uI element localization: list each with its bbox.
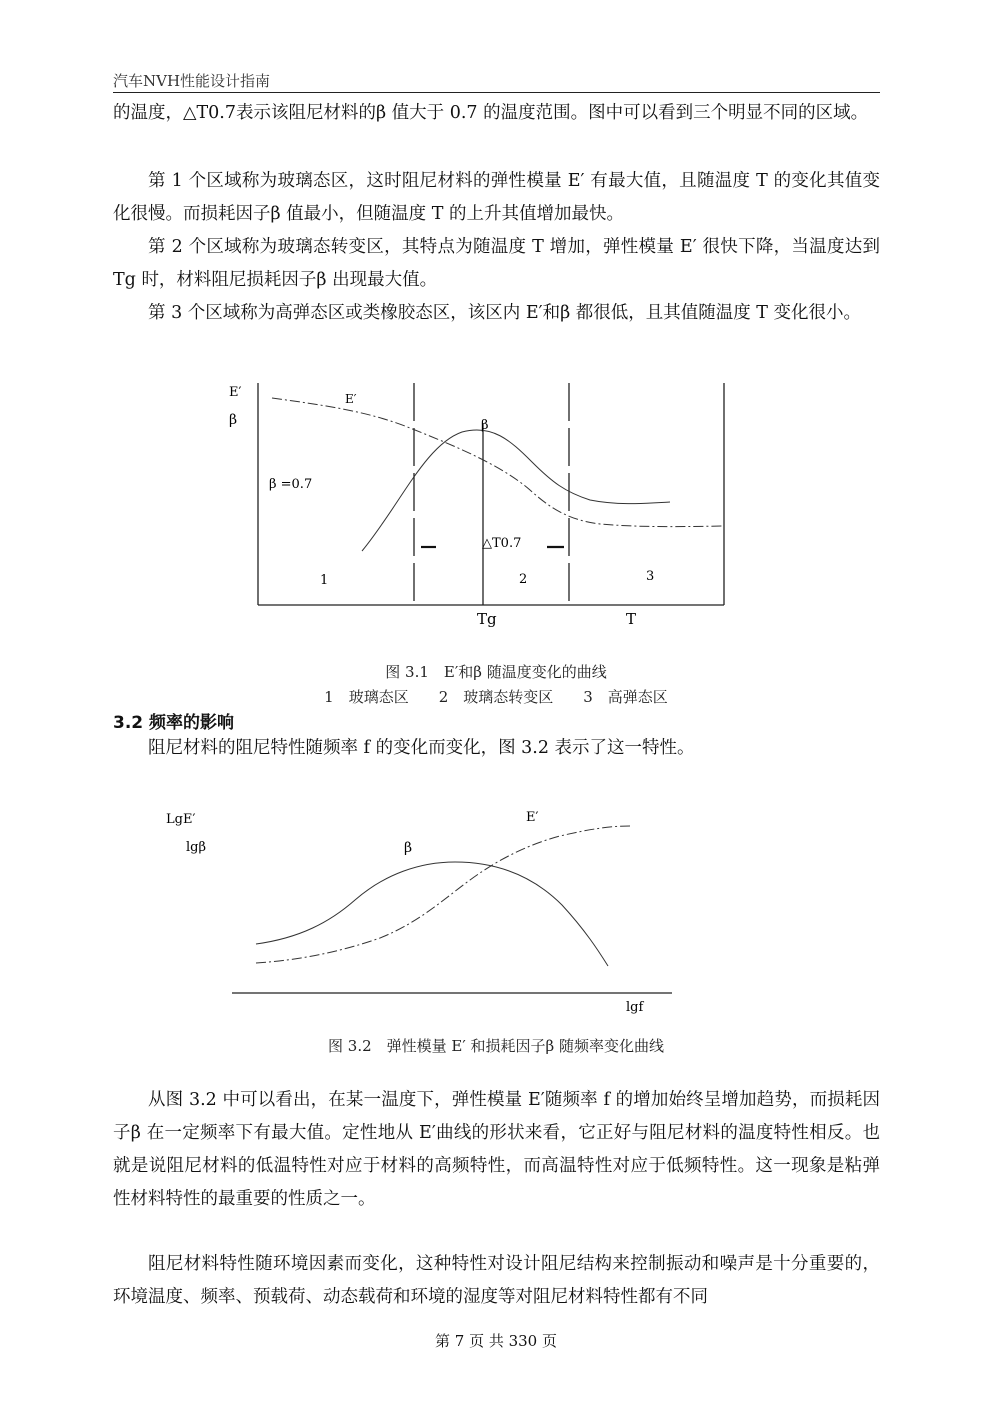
fig1-tg-label: Tg: [477, 610, 497, 628]
paragraph-region-1: 第 1 个区域称为玻璃态区，这时阻尼材料的弹性模量 E′ 有最大值，且随温度 T 的变化其值变化很慢。而损耗因子β 值最小，但随温度 T 的上升其值增加最快。: [113, 171, 880, 224]
fig1-y-label-beta: β: [229, 412, 238, 428]
section-heading: 3.2 频率的影响: [113, 713, 235, 733]
paragraph-environment: 阻尼材料特性随环境因素而变化，这种特性对设计阻尼结构来控制振动和噪声是十分重要的，环境温度、频率、预载荷、动态载荷和环境的湿度等对阻尼材料特性都有不同: [113, 1254, 880, 1307]
fig1-region-2-label: 2: [519, 572, 528, 587]
paragraph-region-2: 第 2 个区域称为玻璃态转变区，其特点为随温度 T 增加，弹性模量 E′ 很快下降，当温度达到 Tg 时，材料阻尼损耗因子β 出现最大值。: [113, 237, 880, 290]
fig1-curve-label-beta: β: [481, 418, 489, 433]
fig1-t-axis-label: T: [626, 610, 637, 628]
paragraph-region-3: 第 3 个区域称为高弹态区或类橡胶态区，该区内 E′和β 都很低，且其值随温度 T 变化很小。: [148, 303, 862, 323]
fig2-beta-curve: [256, 862, 608, 966]
fig2-curve-label-beta: β: [404, 840, 413, 856]
fig1-delta-label: △T0.7: [482, 536, 522, 551]
fig2-curve-label-e: E′: [526, 810, 539, 825]
fig2-y-label-beta: lgβ: [186, 840, 206, 855]
paragraph-frequency-analysis: 从图 3.2 中可以看出，在某一温度下，弹性模量 E′随频率 f 的增加始终呈增加趋势，而损耗因子β 在一定频率下有最大值。定性地从 E′曲线的形状来看，它正好与阻尼材料的温度特性相反。也就是说阻尼材料的低温特性对应于材料的高频特性，而高温特性对应于低频特性。这一现象是粘弹性材料特性的最重要的性质之一。: [113, 1090, 880, 1209]
fig1-y-label-e: E′: [229, 385, 242, 400]
running-header: 汽车NVH性能设计指南: [113, 72, 271, 90]
fig1-region-1-label: 1: [320, 573, 329, 588]
figure-3-1-legend: 1 玻璃态区 2 玻璃态转变区 3 高弹态区: [324, 688, 668, 706]
fig1-e-curve: [272, 398, 722, 527]
paragraph-temperature-range: 的温度，△T0.7表示该阻尼材料的β 值大于 0.7 的温度范围。图中可以看到三个明显不同的区域。: [113, 103, 869, 123]
figure-3-1-caption: 图 3.1 E′和β 随温度变化的曲线: [385, 663, 607, 681]
page-footer: 第 7 页 共 330 页: [434, 1332, 557, 1350]
fig1-curve-label-e: E′: [345, 392, 357, 406]
fig1-beta-curve: [362, 430, 670, 551]
fig1-region-3-label: 3: [646, 569, 655, 584]
paragraph-frequency-intro: 阻尼材料的阻尼特性随频率 f 的变化而变化，图 3.2 表示了这一特性。: [148, 738, 695, 758]
fig2-y-label-e: LgE′: [166, 812, 196, 827]
fig2-x-axis-label: lgf: [626, 1000, 644, 1015]
fig2-e-curve: [256, 826, 630, 963]
figure-3-2-caption: 图 3.2 弹性模量 E′ 和损耗因子β 随频率变化曲线: [328, 1037, 664, 1055]
fig1-beta07-label: β =0.7: [269, 477, 313, 492]
